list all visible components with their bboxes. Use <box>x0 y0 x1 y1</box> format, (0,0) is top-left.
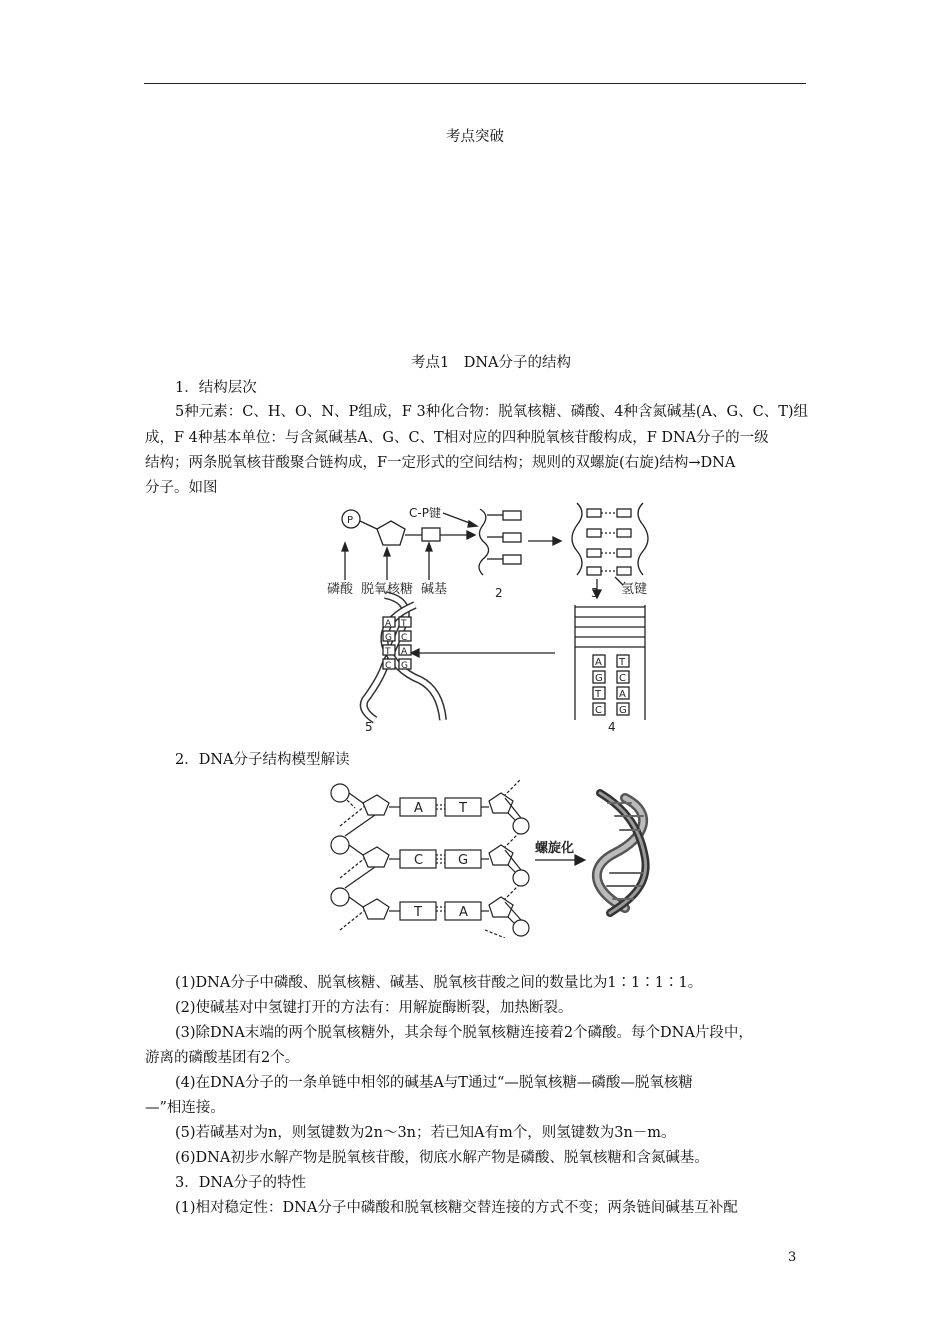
item-6: (6)DNA初步水解产物是脱氧核苷酸，彻底水解产物是磷酸、脱氧核糖和含氮碱基。 <box>175 1150 709 1166</box>
heading-structure-levels: 1．结构层次 <box>175 380 257 396</box>
hydrogen-bond-label: 氢键 <box>621 582 648 597</box>
pair-base-left: T <box>414 905 422 920</box>
base-left: C <box>595 705 602 716</box>
double-helix-image <box>597 793 646 913</box>
base-left: G <box>595 673 603 684</box>
dna-model-figure <box>325 778 670 938</box>
item-3-cont: 游离的磷酸基团有2个。 <box>145 1050 300 1066</box>
item-4: (4)在DNA分子的一条单链中相邻的碱基A与T通过“—脱氧核糖—磷酸—脱氧核糖 <box>175 1075 693 1091</box>
item-4-cont: —”相连接。 <box>145 1100 225 1116</box>
item-1: (1)DNA分子中磷酸、脱氧核糖、碱基、脱氧核苷酸之间的数量比为1∶1∶1∶1。 <box>175 975 703 991</box>
helix-base-right: C <box>401 633 408 643</box>
figure-number-3: 3 <box>591 586 599 600</box>
base-right: A <box>619 689 626 700</box>
base-right: T <box>619 657 626 668</box>
spiralization-label: 螺旋化 <box>535 841 575 856</box>
pair-base-right: A <box>459 905 468 920</box>
paragraph-line: 分子。如图 <box>145 480 218 496</box>
paragraph-line: 成，F 4种基本单位：与含氮碱基A、G、C、T相对应的四种脱氧核苷酸构成，F DNA分子的一级 <box>145 430 769 446</box>
helix-base-left: A <box>385 619 392 629</box>
page-number: 3 <box>788 1250 797 1265</box>
pair-base-left: A <box>414 801 423 816</box>
cp-bond-label: C-P键 <box>409 506 441 520</box>
helix-base-left: C <box>385 661 392 671</box>
base-right: C <box>619 673 626 684</box>
helix-base-right: G <box>401 661 408 671</box>
figure-number-2: 2 <box>495 586 503 600</box>
label-phosphate: 磷酸 <box>327 582 354 597</box>
header-rule <box>144 83 806 84</box>
phosphate-p-label: P <box>347 515 354 526</box>
pair-base-right: G <box>458 853 469 868</box>
helix-base-left: G <box>385 633 392 643</box>
page-title: 考点突破 <box>446 129 504 145</box>
pair-base-left: C <box>414 853 424 868</box>
helix-base-left: T <box>385 647 391 657</box>
paragraph-line: 结构；两条脱氧核苷酸聚合链构成，F一定形式的空间结构；规则的双螺旋(右旋)结构→DNA <box>145 455 736 471</box>
property-1: (1)相对稳定性：DNA分子中磷酸和脱氧核糖交替连接的方式不变；两条链间碱基互补配 <box>175 1200 738 1216</box>
label-deoxyribose: 脱氧核糖 <box>361 582 414 597</box>
item-3: (3)除DNA末端的两个脱氧核糖外，其余每个脱氧核糖连接着2个磷酸。每个DNA片段中， <box>175 1025 753 1041</box>
section-title: 考点1 DNA分子的结构 <box>410 355 571 371</box>
item-5: (5)若碱基对为n，则氢键数为2n～3n；若已知A有m个，则氢键数为3n－m。 <box>175 1125 676 1141</box>
item-2: (2)使碱基对中氢键打开的方法有：用解旋酶断裂，加热断裂。 <box>175 1000 573 1016</box>
figure-number-5: 5 <box>365 720 373 734</box>
label-base: 碱基 <box>421 582 448 597</box>
dna-structure-levels-figure <box>325 495 670 735</box>
pair-base-right: T <box>459 801 467 816</box>
paragraph-line: 5种元素：C、H、O、N、P组成，F 3种化合物：脱氧核糖、磷酸、4种含氮碱基(A、G、C、T)组 <box>175 404 809 420</box>
helix-base-right: A <box>401 647 408 657</box>
base-left: T <box>595 689 602 700</box>
base-right: G <box>619 705 627 716</box>
heading-properties: 3．DNA分子的特性 <box>175 1175 307 1191</box>
figure-number-4: 4 <box>608 720 616 734</box>
base-left: A <box>595 657 602 668</box>
heading-model-reading: 2．DNA分子结构模型解读 <box>175 752 350 768</box>
helix-base-right: T <box>401 619 407 629</box>
